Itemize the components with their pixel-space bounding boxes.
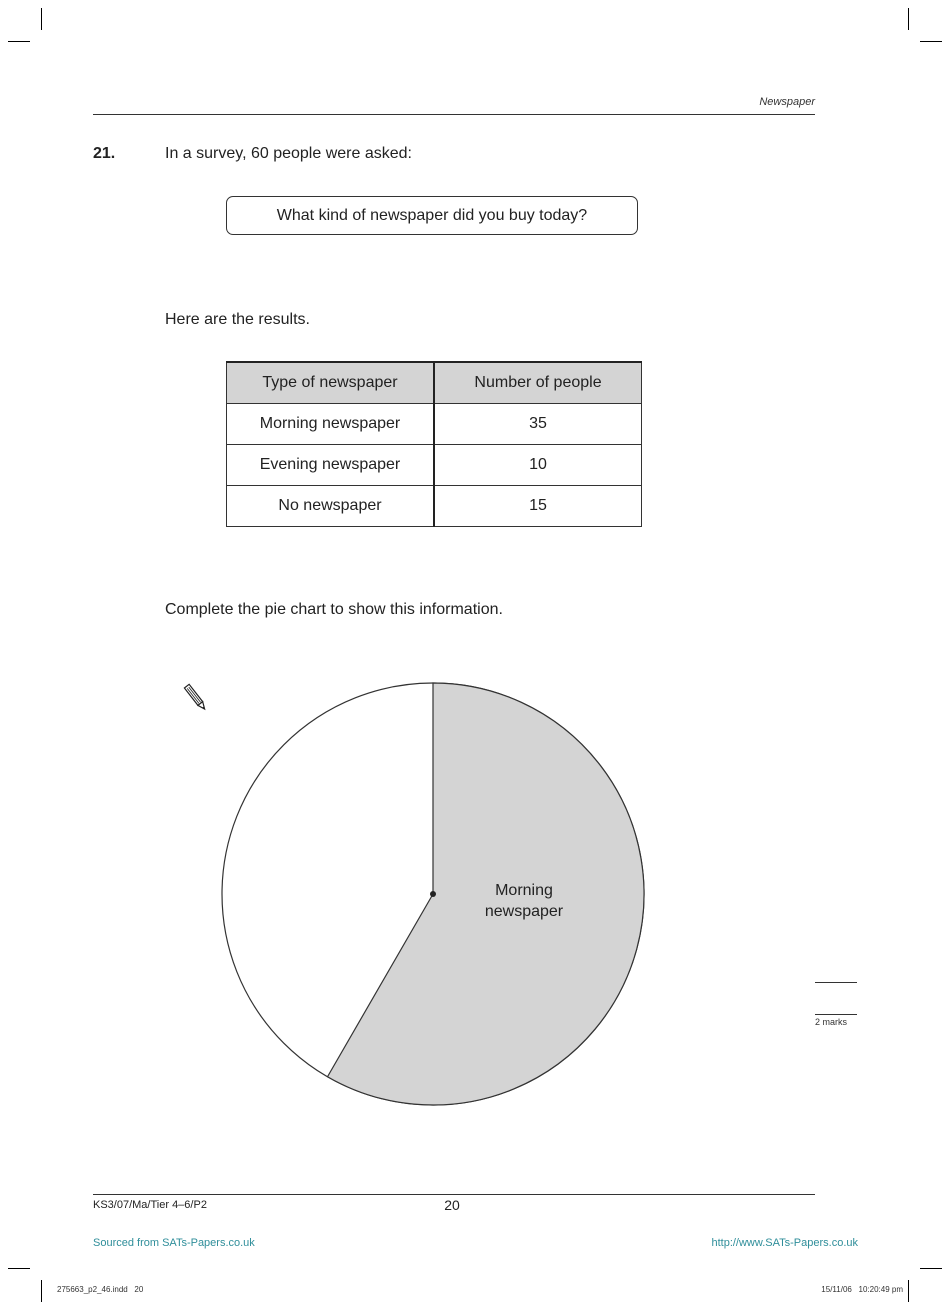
results-intro: Here are the results.	[165, 311, 310, 328]
crop-mark	[8, 41, 30, 42]
question-number: 21.	[93, 145, 116, 162]
marks-rule-bottom	[815, 1014, 857, 1015]
table-cell: 35	[434, 404, 642, 445]
header-rule	[93, 114, 815, 115]
crop-mark	[41, 1280, 42, 1302]
crop-mark	[908, 1280, 909, 1302]
table-cell: Evening newspaper	[227, 445, 435, 486]
crop-mark	[8, 1268, 30, 1269]
instruction-text: Complete the pie chart to show this information.	[165, 601, 503, 618]
crop-mark	[41, 8, 42, 30]
pie-chart	[210, 670, 660, 1120]
table-row	[227, 445, 642, 486]
table-cell: 15	[434, 486, 642, 527]
page-number: 20	[444, 1197, 460, 1213]
table-header-cell: Type of newspaper	[227, 362, 435, 404]
footer-rule	[93, 1194, 815, 1195]
pie-slice-label: newspaper	[484, 903, 564, 920]
survey-question-box	[226, 196, 638, 235]
pie-slice-label: Morning	[495, 882, 553, 899]
table-row	[227, 486, 642, 527]
source-url: http://www.SATs-Papers.co.uk	[711, 1237, 858, 1249]
crop-mark	[920, 1268, 942, 1269]
crop-mark	[920, 41, 942, 42]
question-intro: In a survey, 60 people were asked:	[165, 145, 412, 162]
pencil-icon	[182, 682, 210, 714]
marks-rule-top	[815, 982, 857, 983]
table-header-cell: Number of people	[434, 362, 642, 404]
table-cell: 10	[434, 445, 642, 486]
table-cell: Morning newspaper	[227, 404, 435, 445]
crop-mark	[908, 8, 909, 30]
table-cell: No newspaper	[227, 486, 435, 527]
paper-code: KS3/07/Ma/Tier 4–6/P2	[93, 1199, 207, 1211]
table-row	[227, 404, 642, 445]
survey-question-text: What kind of newspaper did you buy today?	[276, 206, 588, 224]
source-credit: Sourced from SATs-Papers.co.uk	[93, 1237, 255, 1249]
results-table	[226, 361, 642, 527]
pie-center-dot	[430, 891, 436, 897]
table-header-row	[227, 362, 642, 404]
marks-label: 2 marks	[815, 1017, 848, 1027]
file-slug: 275663_p2_46.indd 20	[57, 1285, 144, 1294]
timestamp-slug: 15/11/06 10:20:49 pm	[821, 1285, 903, 1294]
running-head: Newspaper	[759, 96, 815, 108]
